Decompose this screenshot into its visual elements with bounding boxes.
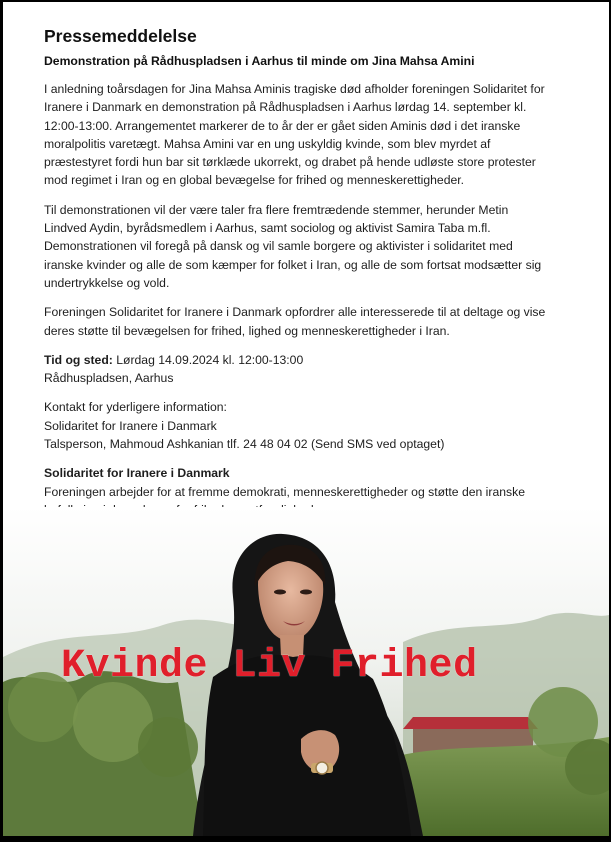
paragraph-invitation <box>44 303 564 340</box>
contact-person: Talsperson, Mahmoud Ashkanian tlf. 24 48 04 02 (Send SMS ved optaget) <box>44 437 445 452</box>
paragraph-speakers <box>44 201 564 292</box>
paragraph-line: mod regimet i Iran og en global bevægelse for frihed og menneskerettigheder. <box>44 173 465 188</box>
paragraph-line: undertrykkelse og vold. <box>44 275 170 290</box>
press-release-page <box>3 2 609 836</box>
paragraph-line: Demonstrationen vil foregå på dansk og vil samle borgere og aktivister i solidaritet med <box>44 239 513 254</box>
paragraph-line: Lindved Aydin, byrådsmedlem i Aarhus, samt sociolog og aktivist Samira Taba m.fl. <box>44 221 491 236</box>
contact-org: Solidaritet for Iranere i Danmark <box>44 418 217 433</box>
contact-heading: Kontakt for yderligere information: <box>44 400 227 415</box>
paragraph-line: Iranere i Danmark en demonstration på Rådhuspladsen i Aarhus lørdag 14. september kl. <box>44 100 527 115</box>
contact-info <box>44 398 564 453</box>
paragraph-line: 12:00-13:00. Arrangementet markerer de to år der er gået siden Aminis død i det iranske <box>44 118 521 133</box>
paragraph-line: deres støtte til bevægelsen for frihed, lighed og menneskerettigheder i Iran. <box>44 323 450 338</box>
paragraph-line: præstestyret fordi hun bar sit tørklæde ukorrekt, og drabet på hende udløste store protester <box>44 155 536 170</box>
time-and-place <box>44 351 564 388</box>
paragraph-line: Til demonstrationen vil der være taler fra flere fremtrædende stemmer, herunder Metin <box>44 202 509 217</box>
slogan-overlay: Kvinde Liv Frihed <box>61 644 478 689</box>
time-place-label: Tid og sted: <box>44 352 113 367</box>
paragraph-line: iranske kvinder og alle de som kæmper for folket i Iran, og alle de som fortsat modsætter sig <box>44 257 542 272</box>
time-place-value: Lørdag 14.09.2024 kl. 12:00-13:00 <box>112 352 304 367</box>
press-release-text <box>44 26 564 530</box>
about-line: Foreningen arbejder for at fremme demokrati, menneskerettigheder og støtte den iranske <box>44 484 525 499</box>
paragraph-line: I anledning toårsdagen for Jina Mahsa Aminis tragiske død afholder foreningen Solidaritet for <box>44 82 545 96</box>
about-heading: Solidaritet for Iranere i Danmark <box>44 466 230 481</box>
paragraph-line: moralpolitis varetægt. Mahsa Amini var en ung uskyldig kvinde, som blev myrdet af <box>44 136 491 151</box>
paragraph-line: Foreningen Solidaritet for Iranere i Danmark opfordrer alle interesserede til at deltage og vise <box>44 305 546 320</box>
page-title: Pressemeddelelse <box>44 26 197 46</box>
location: Rådhuspladsen, Aarhus <box>44 371 174 386</box>
page-subtitle: Demonstration på Rådhuspladsen i Aarhus til minde om Jina Mahsa Amini <box>44 54 475 68</box>
paragraph-announcement <box>44 80 564 190</box>
